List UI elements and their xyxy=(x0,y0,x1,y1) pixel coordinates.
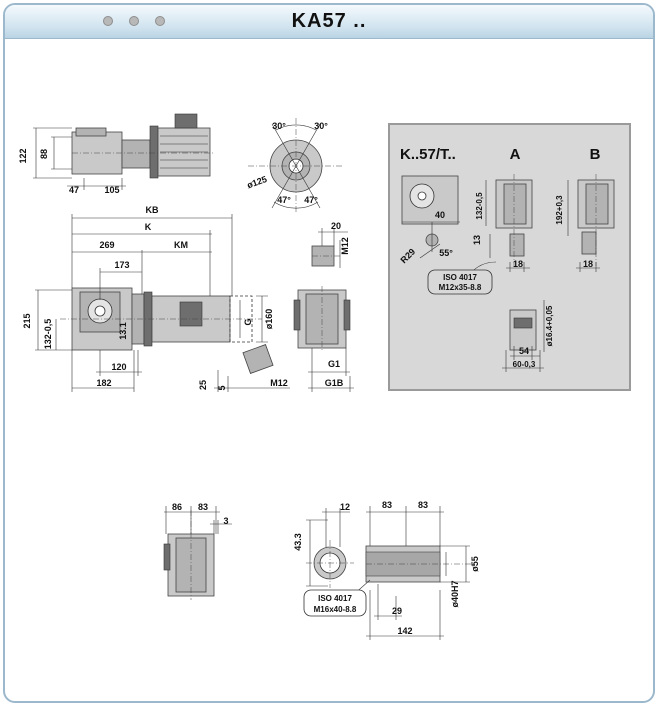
torque-arm-inset xyxy=(389,124,630,390)
dim-M12-bottom: M12 xyxy=(270,378,288,388)
inset-dim-192: 192+0,3 xyxy=(555,195,564,225)
bottom-iso-line2: M16x40-8.8 xyxy=(313,605,357,614)
dim-K: K xyxy=(144,222,152,232)
dim-120: 120 xyxy=(111,362,127,372)
dim-13-1: 13.1 xyxy=(118,322,128,340)
dim-KB: KB xyxy=(145,205,159,215)
inset-dim-18b: 18 xyxy=(582,259,594,269)
dim-105: 105 xyxy=(104,185,120,195)
dim-20: 20 xyxy=(330,221,342,231)
dim-5: 5 xyxy=(217,385,227,391)
dim-173: 173 xyxy=(114,260,130,270)
dim-KM: KM xyxy=(174,240,188,250)
dim-25: 25 xyxy=(198,379,208,391)
dim-phi160: ø160 xyxy=(264,308,274,330)
bottom-iso-line1: ISO 4017 xyxy=(318,594,352,603)
inset-dim-phi16: ø16.4+0,05 xyxy=(545,305,554,347)
angle-30-left: 30° xyxy=(272,121,286,131)
inset-dim-18a: 18 xyxy=(512,259,524,269)
inset-angle-55: 55° xyxy=(439,248,453,258)
dim-269: 269 xyxy=(99,240,115,250)
main-side-view xyxy=(35,214,290,392)
dim-182: 182 xyxy=(96,378,112,388)
inset-label-B: B xyxy=(589,146,601,163)
dim-43-3: 43.3 xyxy=(293,533,303,551)
inset-dim-40: 40 xyxy=(434,210,446,220)
angle-47-right: 47° xyxy=(304,195,318,205)
inset-dim-R29: R29 xyxy=(398,246,418,266)
angle-30-right: 30° xyxy=(314,121,328,131)
inset-title: K..57/T.. xyxy=(400,146,456,163)
dim-86: 86 xyxy=(171,502,183,512)
dim-M12-side: M12 xyxy=(340,237,350,255)
dim-122: 122 xyxy=(18,148,28,164)
top-side-view xyxy=(33,114,215,190)
front-view xyxy=(294,286,354,392)
dim-phi125: ø125 xyxy=(245,173,269,191)
dim-3: 3 xyxy=(223,516,229,526)
dim-47: 47 xyxy=(68,185,80,195)
dim-12: 12 xyxy=(339,502,351,512)
angle-47-left: 47° xyxy=(277,195,291,205)
inset-dim-54: 54 xyxy=(518,346,530,356)
inset-label-A: A xyxy=(509,146,521,163)
dim-132: 132-0,5 xyxy=(43,318,53,350)
hollow-shaft-view xyxy=(306,506,476,640)
dim-G: G xyxy=(243,318,253,326)
dim-83-right: 83 xyxy=(417,500,429,510)
dim-215: 215 xyxy=(22,313,32,329)
inset-dim-13: 13 xyxy=(472,234,482,246)
inset-iso-line1: ISO 4017 xyxy=(443,273,477,282)
dim-phi40H7: ø40H7 xyxy=(450,580,460,608)
page-title: KA57 .. xyxy=(291,10,367,32)
dim-29: 29 xyxy=(391,606,403,616)
dim-83-left: 83 xyxy=(381,500,393,510)
dim-G1: G1 xyxy=(327,359,341,369)
dim-83-top: 83 xyxy=(197,502,209,512)
dim-88: 88 xyxy=(39,148,49,160)
inset-dim-132: 132-0,5 xyxy=(475,192,484,220)
flange-view xyxy=(245,118,344,212)
dim-142: 142 xyxy=(397,626,413,636)
inset-iso-line2: M12x35-8.8 xyxy=(438,283,482,292)
inset-dim-60: 60-0,3 xyxy=(512,360,536,369)
dim-G1B: G1B xyxy=(324,378,344,388)
dim-phi55: ø55 xyxy=(470,556,480,572)
bottom-front-view xyxy=(164,506,232,600)
